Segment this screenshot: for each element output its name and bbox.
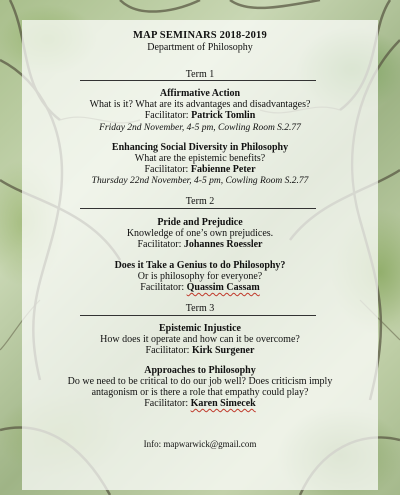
term-heading: Term 1 — [185, 69, 215, 80]
session-question: antagonism or is there a role that empathy could play? — [91, 387, 309, 398]
session-facilitator — [22, 239, 378, 251]
facilitator-name: Karen Simecek — [190, 398, 256, 409]
contact-info: Info: mapwarwick@gmail.com — [143, 439, 257, 449]
session-facilitator — [22, 282, 378, 294]
term-heading: Term 3 — [185, 303, 215, 314]
session-title: Enhancing Social Diversity in Philosophy — [111, 142, 289, 153]
session-title: Pride and Prejudice — [157, 217, 243, 228]
session-question: What is it? What are its advantages and disadvantages? — [89, 99, 311, 110]
term-divider — [80, 208, 316, 209]
session-facilitator — [22, 110, 378, 122]
facilitator-label: Facilitator: — [140, 282, 187, 293]
session-title: Does it Take a Genius to do Philosophy? — [114, 260, 286, 271]
facilitator-name: Kirk Surgener — [191, 345, 255, 356]
facilitator-label: Facilitator: — [144, 110, 192, 121]
session-datetime: Thursday 22nd November, 4-5 pm, Cowling Room S.2.77 — [91, 176, 309, 186]
session-datetime: Friday 2nd November, 4-5 pm, Cowling Room S.2.77 — [99, 123, 301, 133]
session-facilitator — [22, 345, 378, 357]
facilitator-label: Facilitator: — [144, 398, 191, 409]
facilitator-label: Facilitator: — [145, 345, 192, 356]
department-name: Department of Philosophy — [147, 42, 253, 53]
facilitator-label: Facilitator: — [144, 164, 191, 175]
session-title: Affirmative Action — [159, 88, 241, 99]
session-question: Do we need to be critical to do our job well? Does criticism imply — [67, 376, 333, 387]
facilitator-name: Patrick Tomlin — [191, 110, 256, 121]
session-title: Approaches to Philosophy — [144, 365, 256, 376]
term-divider — [80, 315, 316, 316]
session-question: Knowledge of one’s own prejudices. — [126, 228, 274, 239]
session-question: How does it operate and how can it be overcome? — [100, 334, 300, 345]
session-question: Or is philosophy for everyone? — [137, 271, 263, 282]
term-divider — [80, 80, 316, 81]
session-title: Epistemic Injustice — [159, 323, 241, 334]
session-question: What are the epistemic benefits? — [134, 153, 266, 164]
facilitator-name: Quassim Cassam — [186, 282, 260, 293]
facilitator-name: Fabienne Peter — [190, 164, 256, 175]
flyer-title: MAP SEMINARS 2018-2019 — [133, 30, 267, 41]
session-facilitator — [22, 398, 378, 410]
facilitator-label: Facilitator: — [137, 239, 184, 250]
term-heading: Term 2 — [185, 196, 215, 207]
facilitator-name: Johannes Roessler — [183, 239, 263, 250]
